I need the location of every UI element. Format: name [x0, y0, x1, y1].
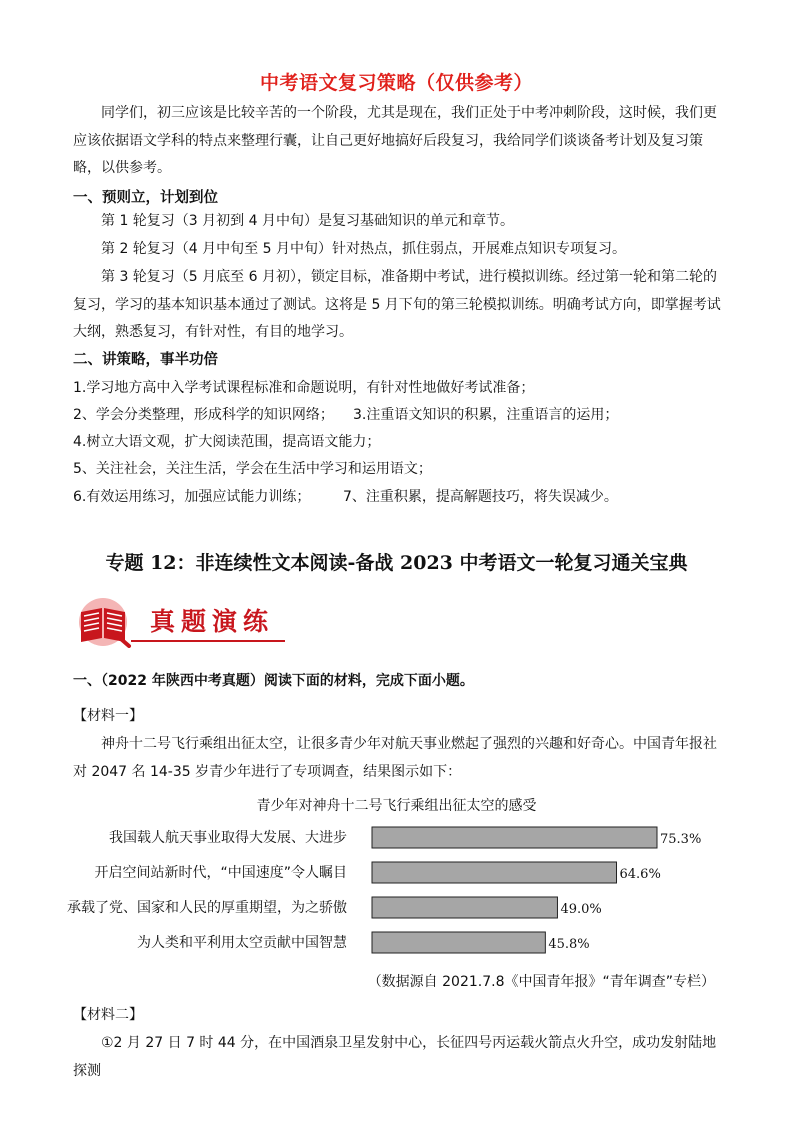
chart-value-label: 45.8%	[548, 937, 590, 952]
source-note: （数据源自 2021.7.8《中国青年报》“青年调查”专栏）	[367, 974, 715, 990]
chart-bar	[372, 932, 545, 953]
chart-bar	[372, 827, 657, 848]
question-heading: 一、（2022 年陕西中考真题）阅读下面的材料，完成下面小题。	[73, 673, 474, 689]
material2-paragraph	[73, 1030, 725, 1085]
chart-value-label: 64.6%	[619, 867, 661, 882]
banner-title: 真题演练	[150, 607, 275, 636]
intro-text: 同学们，初三应该是比较辛苦的一个阶段，尤其是现在，我们正处于中考冲刺阶段，这时候，我们更应该依据语文学科的特点来整理行囊，让自己更好地搞好后段复习，我给同学们谈谈备考计划及复习策略，以供参考。	[73, 105, 717, 176]
strategy-item-1: 1.学习地方高中入学考试课程标准和命题说明，有针对性地做好考试准备；	[73, 380, 535, 396]
intro-paragraph	[73, 100, 725, 183]
strategy-item-7: 7、注重积累，提高解题技巧，将失误减少。	[343, 489, 618, 505]
material1-label: 【材料一】	[73, 708, 143, 724]
chart-category-label: 开启空间站新时代，“中国速度”令人瞩目	[94, 865, 347, 881]
special-topic-title: 专题 12：非连续性文本阅读-备战 2023 中考语文一轮复习通关宝典	[105, 552, 688, 574]
chart-category-label: 承载了党、国家和人民的厚重期望，为之骄傲	[67, 900, 347, 916]
chart-bar	[372, 862, 617, 883]
round1-text: 第 1 轮复习（3 月初到 4 月中旬）是复习基础知识的单元和章节。	[101, 213, 514, 229]
document-title: 中考语文复习策略（仅供参考）	[259, 72, 533, 94]
material1-text: 神舟十二号飞行乘组出征太空，让很多青少年对航天事业燃起了强烈的兴趣和好奇心。中国青年报社对 2047 名 14-35 岁青少年进行了专项调查，结果图示如下：	[73, 736, 717, 780]
chart-title: 青少年对神舟十二号飞行乘组出征太空的感受	[256, 798, 537, 814]
strategy-item-6: 6.有效运用练习，加强应试能力训练；	[73, 489, 311, 505]
material1-paragraph	[73, 731, 725, 786]
round3-text: 第 3 轮复习（5 月底至 6 月初），锁定目标，准备期中考试，进行模拟训练。经过第一轮和第二轮的复习，学习的基本知识基本通过了测试。这将是 5 月下旬的第三轮模拟训练。明确考试方向，即掌握考试大纲，熟悉复习，有针对性，有目的地学习。	[73, 269, 721, 340]
chart-value-label: 75.3%	[660, 832, 702, 847]
round3-paragraph	[73, 264, 725, 347]
survey-bar-chart	[0, 815, 793, 960]
chart-category-label: 为人类和平利用太空贡献中国智慧	[137, 935, 347, 951]
book-icon	[73, 596, 133, 648]
section1-heading: 一、预则立，计划到位	[73, 190, 218, 206]
exam-practice-banner	[73, 596, 285, 648]
round2-text: 第 2 轮复习（4 月中旬至 5 月中旬）针对热点，抓住弱点，开展难点知识专项复习。	[101, 241, 626, 257]
chart-category-label: 我国载人航天事业取得大发展、大进步	[109, 830, 347, 846]
round2-paragraph	[73, 236, 725, 264]
strategy-item-4: 4.树立大语文观，扩大阅读范围，提高语文能力；	[73, 434, 381, 450]
round1-paragraph	[73, 208, 725, 236]
strategy-item-5: 5、关注社会，关注生活，学会在生活中学习和运用语文；	[73, 461, 432, 477]
section2-heading: 二、讲策略，事半功倍	[73, 352, 218, 368]
chart-value-label: 49.0%	[560, 902, 602, 917]
material2-label: 【材料二】	[73, 1007, 143, 1023]
strategy-item-2: 2、学会分类整理，形成科学的知识网络；	[73, 407, 334, 423]
chart-bar	[372, 897, 557, 918]
strategy-item-3: 3.注重语文知识的积累，注重语言的运用；	[353, 407, 619, 423]
material2-text: ①2 月 27 日 7 时 44 分，在中国酒泉卫星发射中心，长征四号丙运载火箭点火升空，成功发射陆地探测	[73, 1035, 717, 1079]
banner-underline	[131, 640, 285, 642]
